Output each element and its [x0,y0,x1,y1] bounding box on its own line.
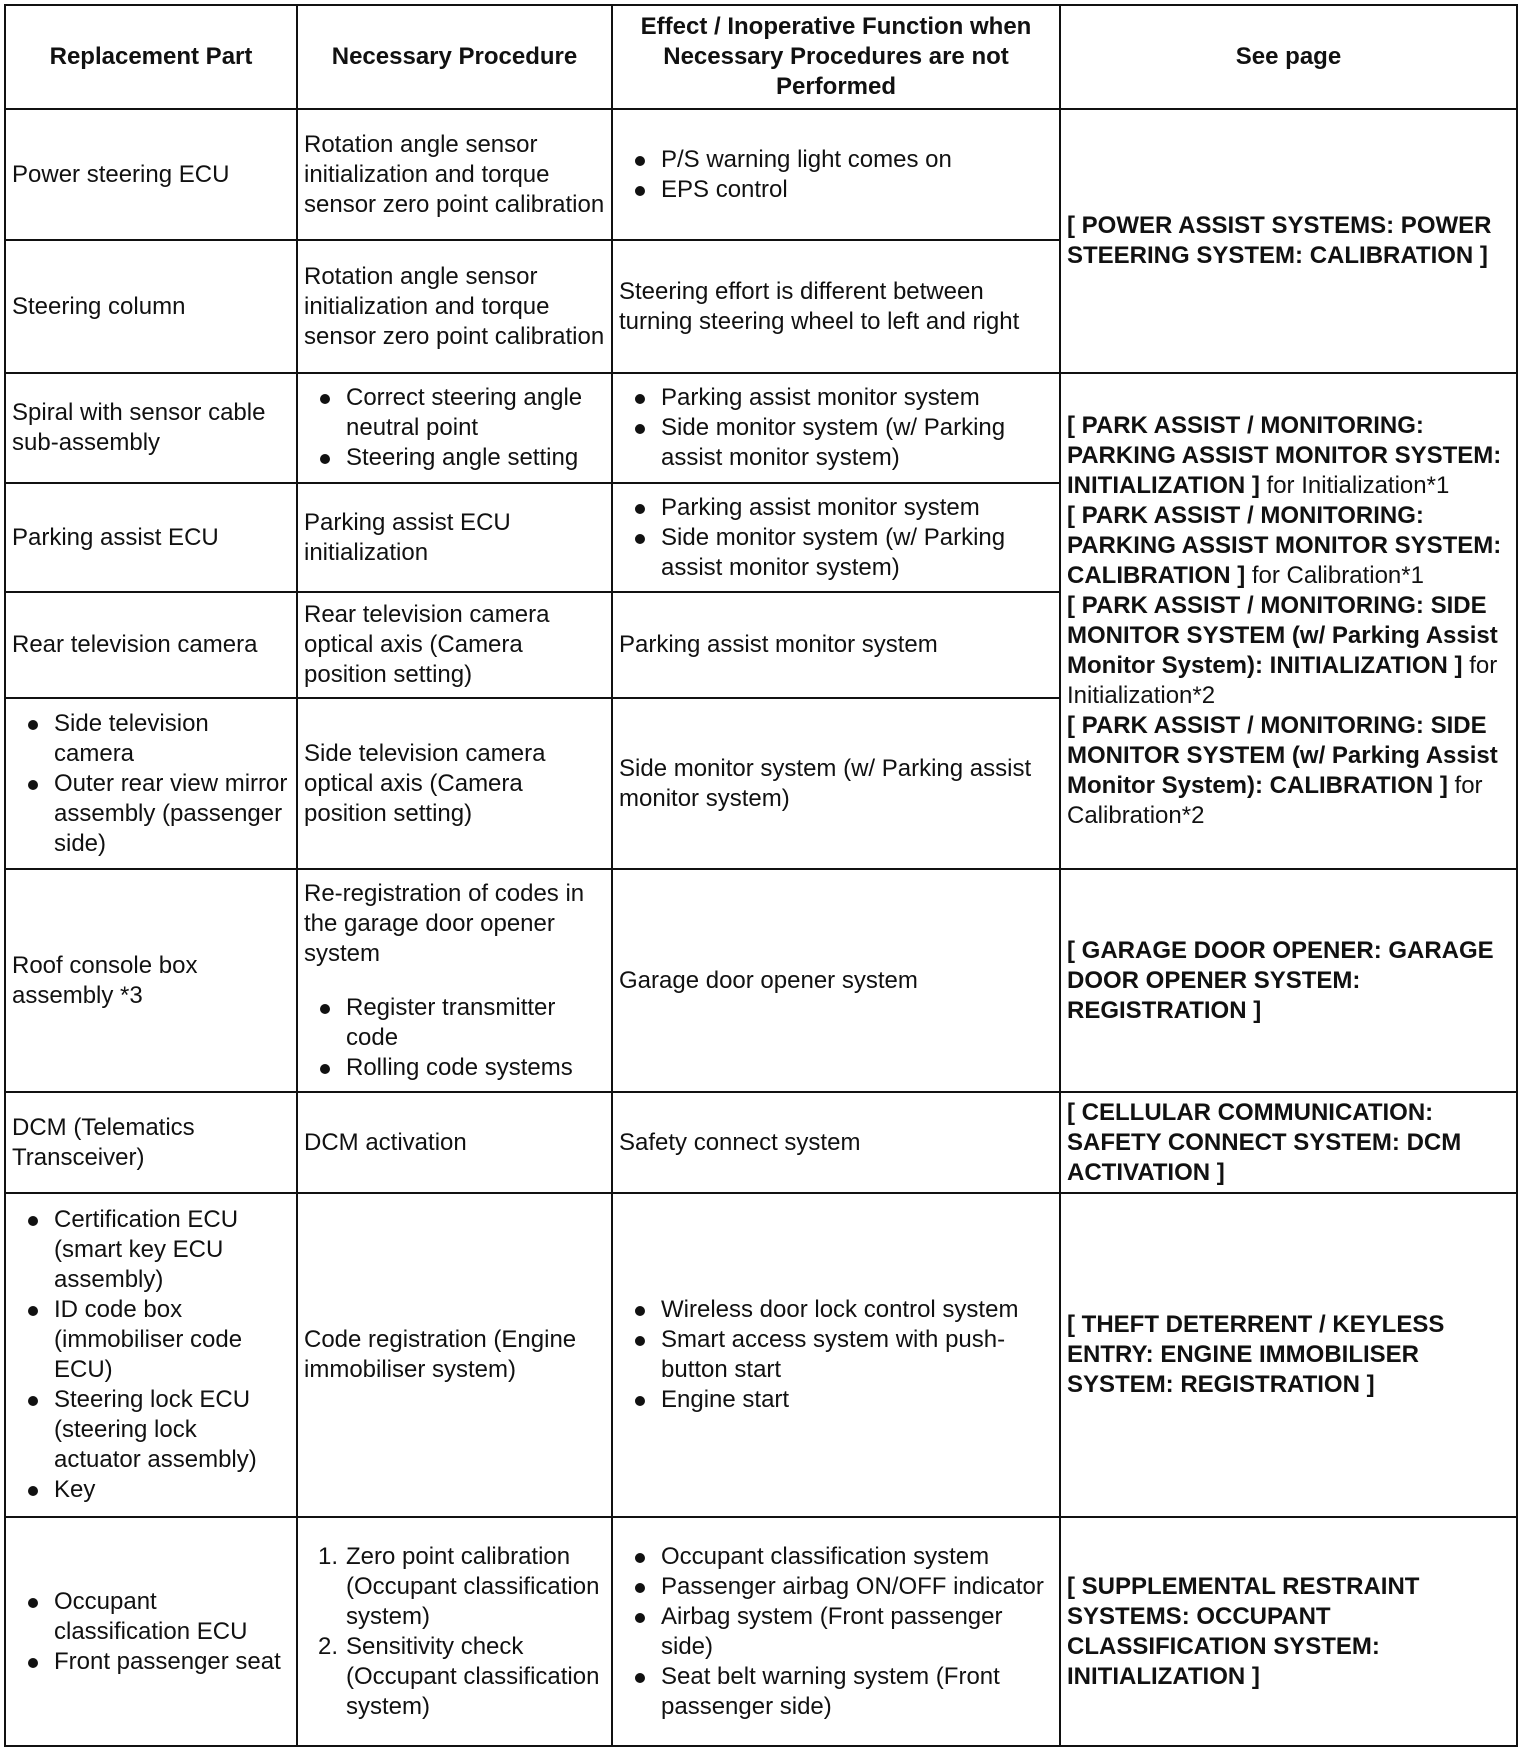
header-replacement-part: Replacement Part [5,5,297,109]
step-text: Sensitivity check (Occupant classification system) [346,1632,600,1720]
procedure-text: Re-registration of codes in the garage door opener system [304,879,585,967]
list-item: EPS control [619,175,1053,205]
see-page-cell [1060,373,1517,869]
see-page-link[interactable]: [ PARK ASSIST / MONITORING: SIDE MONITOR SYSTEM (w/ Parking Assist Monitor System): INITIALIZATION ] [1067,592,1498,679]
list-item: Wireless door lock control system [619,1295,1053,1325]
see-page-cell [1060,109,1517,373]
list-item: Register transmitter code [304,993,605,1053]
list-item: Side monitor system (w/ Parking assist monitor system) [619,523,1053,583]
list-item [304,1632,605,1722]
procedure-cell: Rotation angle sensor initialization and torque sensor zero point calibration [297,240,612,373]
list-item [304,1542,605,1632]
step-number: 1. [318,1542,339,1570]
procedure-cell: Rear television camera optical axis (Camera position setting) [297,592,612,698]
header-effect: Effect / Inoperative Function when Necessary Procedures are not Performed [612,5,1060,109]
table-row [5,1517,1517,1746]
list-item: Certification ECU (smart key ECU assembly) [12,1205,290,1295]
part-cell: Spiral with sensor cable sub-assembly [5,373,297,483]
table-row [5,869,1517,1092]
see-page-link[interactable]: [ SUPPLEMENTAL RESTRAINT SYSTEMS: OCCUPANT CLASSIFICATION SYSTEM: INITIALIZATION ] [1067,1572,1420,1690]
effect-cell [612,483,1060,592]
part-list [12,1587,290,1677]
list-item: Seat belt warning system (Front passenger side) [619,1662,1053,1722]
procedure-cell: Rotation angle sensor initialization and torque sensor zero point calibration [297,109,612,240]
effect-cell [612,1517,1060,1746]
effect-cell: Side monitor system (w/ Parking assist monitor system) [612,698,1060,869]
see-page-link[interactable]: [ PARK ASSIST / MONITORING: SIDE MONITOR SYSTEM (w/ Parking Assist Monitor System): CALIBRATION ] [1067,712,1498,799]
part-cell: Rear television camera [5,592,297,698]
effect-cell [612,109,1060,240]
see-page-link[interactable]: [ THEFT DETERRENT / KEYLESS ENTRY: ENGINE IMMOBILISER SYSTEM: REGISTRATION ] [1067,1311,1445,1398]
part-cell: Power steering ECU [5,109,297,240]
effect-cell: Garage door opener system [612,869,1060,1092]
table-row [5,1193,1517,1517]
header-necessary-procedure: Necessary Procedure [297,5,612,109]
procedure-steps [304,1542,605,1722]
effect-list [619,1295,1053,1415]
list-item: Correct steering angle neutral point [304,383,605,443]
procedure-list [304,993,605,1083]
effect-cell: Steering effort is different between turning steering wheel to left and right [612,240,1060,373]
list-item: Occupant classification ECU [12,1587,290,1647]
list-item: Smart access system with push-button start [619,1325,1053,1385]
see-page-note: for Initialization*1 [1259,472,1450,499]
see-page-cell [1060,1517,1517,1746]
see-page-cell [1060,1193,1517,1517]
part-cell: Roof console box assembly *3 [5,869,297,1092]
list-item: Front passenger seat [12,1647,290,1677]
list-item: Airbag system (Front passenger side) [619,1602,1053,1662]
effect-cell: Safety connect system [612,1092,1060,1193]
procedure-cell [297,1517,612,1746]
effect-cell: Parking assist monitor system [612,592,1060,698]
header-row [5,5,1517,109]
part-cell [5,1193,297,1517]
see-page-note: for Calibration*2 [1067,772,1483,829]
list-item: Parking assist monitor system [619,383,1053,413]
list-item: Passenger airbag ON/OFF indicator [619,1572,1053,1602]
list-item: ID code box (immobiliser code ECU) [12,1295,290,1385]
replacement-procedure-table [4,4,1518,1747]
see-page-link[interactable]: [ PARK ASSIST / MONITORING: PARKING ASSIST MONITOR SYSTEM: INITIALIZATION ] [1067,412,1502,499]
procedure-cell: DCM activation [297,1092,612,1193]
see-page-note: for Calibration*1 [1245,562,1424,589]
step-number: 2. [318,1632,339,1660]
see-page-link[interactable]: [ CELLULAR COMMUNICATION: SAFETY CONNECT SYSTEM: DCM ACTIVATION ] [1067,1098,1462,1186]
effect-cell [612,373,1060,483]
list-item: P/S warning light comes on [619,145,1053,175]
part-cell [5,698,297,869]
see-page-cell [1060,1092,1517,1193]
effect-list [619,493,1053,583]
part-cell: Parking assist ECU [5,483,297,592]
procedure-cell [297,373,612,483]
header-see-page: See page [1060,5,1517,109]
list-item: Side television camera [12,709,290,769]
part-cell [5,1517,297,1746]
procedure-cell: Code registration (Engine immobiliser system) [297,1193,612,1517]
part-list [12,709,290,859]
list-item: Rolling code systems [304,1053,605,1083]
effect-cell [612,1193,1060,1517]
part-cell: DCM (Telematics Transceiver) [5,1092,297,1193]
procedure-cell: Side television camera optical axis (Camera position setting) [297,698,612,869]
part-list [12,1205,290,1505]
see-page-link[interactable]: [ POWER ASSIST SYSTEMS: POWER STEERING SYSTEM: CALIBRATION ] [1067,212,1492,269]
list-item: Occupant classification system [619,1542,1053,1572]
see-page-note: for Initialization*2 [1067,652,1498,709]
list-item: Side monitor system (w/ Parking assist monitor system) [619,413,1053,473]
effect-list [619,1542,1053,1722]
effect-list [619,145,1053,205]
table-row [5,1092,1517,1193]
see-page-link[interactable]: [ GARAGE DOOR OPENER: GARAGE DOOR OPENER SYSTEM: REGISTRATION ] [1067,936,1494,1024]
list-item: Parking assist monitor system [619,493,1053,523]
effect-list [619,383,1053,473]
step-text: Zero point calibration (Occupant classification system) [346,1542,600,1630]
table-row [5,109,1517,240]
list-item: Outer rear view mirror assembly (passenger side) [12,769,290,859]
see-page-cell [1060,869,1517,1092]
part-cell: Steering column [5,240,297,373]
procedure-cell: Parking assist ECU initialization [297,483,612,592]
list-item: Steering angle setting [304,443,605,473]
procedure-cell [297,869,612,1092]
list-item: Key [12,1475,290,1505]
procedure-list [304,383,605,473]
list-item: Steering lock ECU (steering lock actuator assembly) [12,1385,290,1475]
table-row [5,373,1517,483]
list-item: Engine start [619,1385,1053,1415]
see-page-link[interactable]: [ PARK ASSIST / MONITORING: PARKING ASSIST MONITOR SYSTEM: CALIBRATION ] [1067,502,1502,589]
